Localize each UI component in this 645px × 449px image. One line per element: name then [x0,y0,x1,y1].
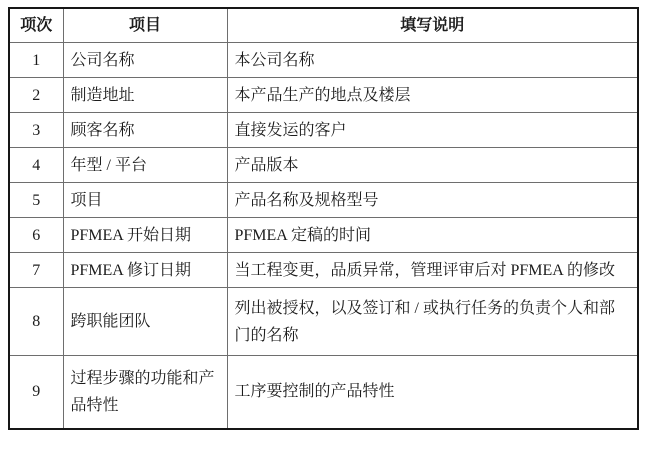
cell-description: 直接发运的客户 [227,113,638,148]
cell-item-no: 1 [9,43,63,78]
cell-item: 项目 [63,183,227,218]
cell-item: 制造地址 [63,78,227,113]
table-row [9,253,638,288]
cell-item: 年型 / 平台 [63,148,227,183]
cell-item-no: 9 [9,356,63,429]
cell-item-no: 5 [9,183,63,218]
cell-description: 当工程变更，品质异常，管理评审后对 PFMEA 的修改 [227,253,638,288]
cell-item-no: 2 [9,78,63,113]
cell-item: PFMEA 开始日期 [63,218,227,253]
cell-item: 顾客名称 [63,113,227,148]
table-row [9,148,638,183]
cell-item-no: 8 [9,288,63,356]
table-row [9,356,638,429]
table-row [9,218,638,253]
column-header-item: 项目 [63,8,227,43]
table-row [9,78,638,113]
column-header-description: 填写说明 [227,8,638,43]
cell-description: 本公司名称 [227,43,638,78]
table-row [9,288,638,356]
cell-item: 公司名称 [63,43,227,78]
cell-item-no: 4 [9,148,63,183]
cell-description: 产品名称及规格型号 [227,183,638,218]
cell-item: 跨职能团队 [63,288,227,356]
cell-item-no: 3 [9,113,63,148]
cell-item: 过程步骤的功能和产品特性 [63,356,227,429]
cell-item-no: 7 [9,253,63,288]
cell-item-no: 6 [9,218,63,253]
cell-description: 工序要控制的产品特性 [227,356,638,429]
table-row [9,183,638,218]
pfmea-fill-instructions-table [8,7,639,430]
table-row [9,43,638,78]
cell-item: PFMEA 修订日期 [63,253,227,288]
table-row [9,113,638,148]
cell-description: 产品版本 [227,148,638,183]
cell-description: 列出被授权，以及签订和 / 或执行任务的负责个人和部门的名称 [227,288,638,356]
cell-description: PFMEA 定稿的时间 [227,218,638,253]
cell-description: 本产品生产的地点及楼层 [227,78,638,113]
column-header-item-no: 项次 [9,8,63,43]
header-row [9,8,638,43]
